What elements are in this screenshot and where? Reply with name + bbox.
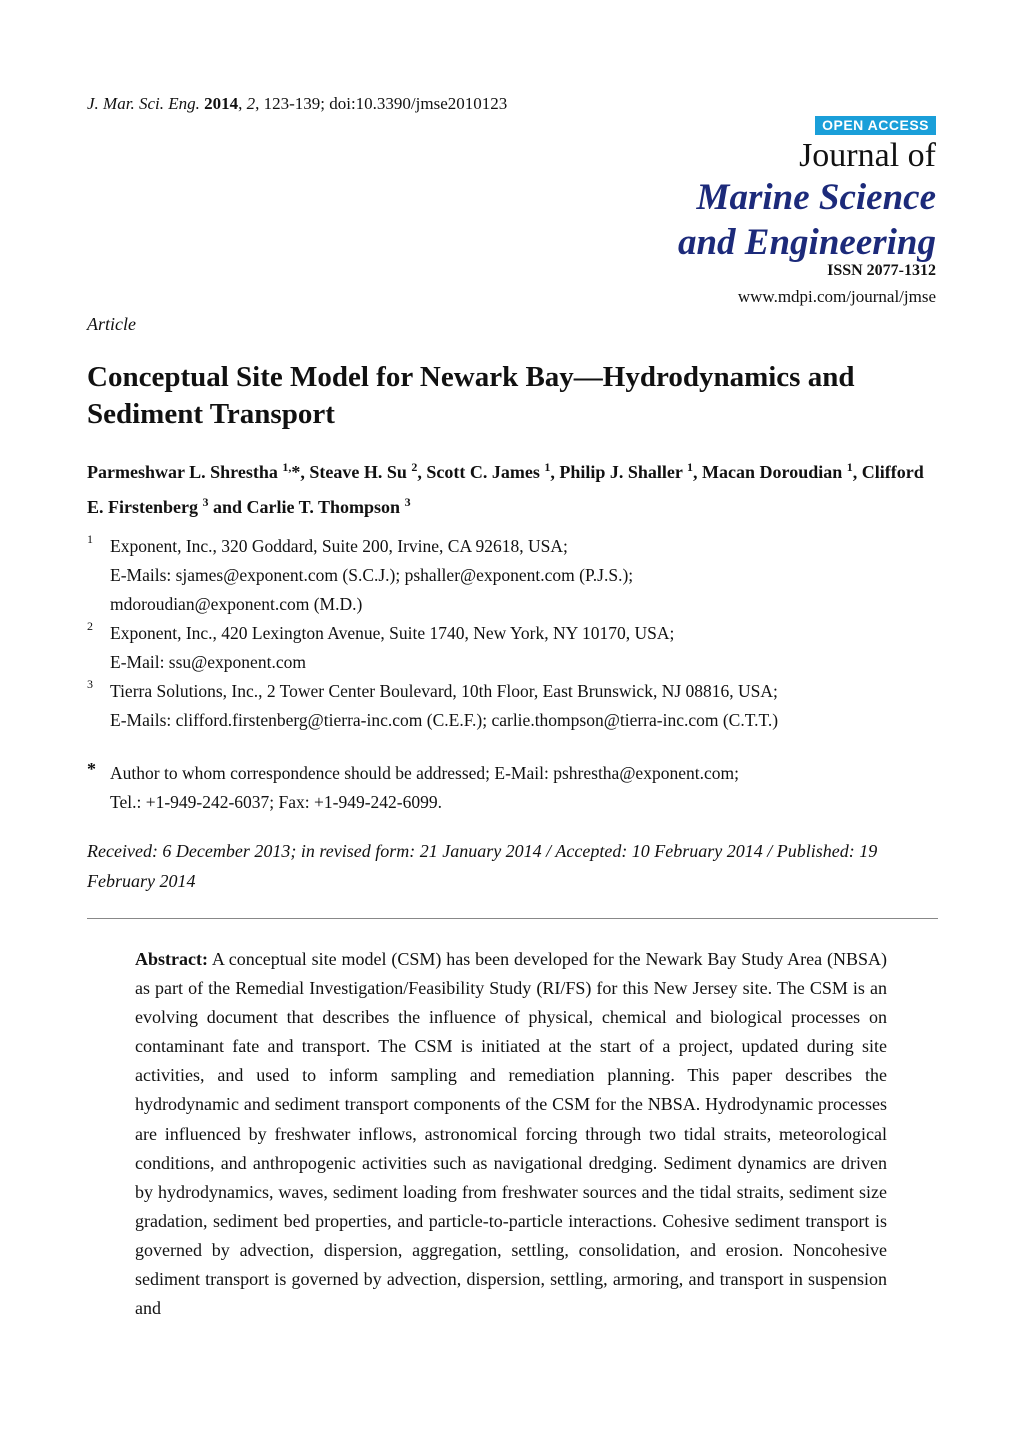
abstract-text: A conceptual site model (CSM) has been developed for the Newark Bay Study Area (NBSA) as part of the Remedial Investigation/Feasibility Study (RI/FS) for this New Jersey site. The CSM is an evolving document that describes the influence of physical, chemical and biological processes on contaminant fate and transport. The CSM is initiated at the start of a project, updated during site activities, and used to inform sampling and remediation planning. This paper describes the hydrodynamic and sediment transport components of the CSM for the NBSA. Hydrodynamic processes are influenced by freshwater inflows, astronomical forcing through two tidal straits, meteorological conditions, and anthropogenic activities such as navigational dredging. Sediment dynamics are driven by hydrodynamics, waves, sediment loading from freshwater sources and the tidal straits, sediment size gradation, sediment bed properties, and particle-to-particle interactions. Cohesive sediment transport is governed by advection, dispersion, aggregation, settling, consolidation, and erosion. Noncohesive sediment transport is governed by advection, dispersion, settling, armoring, and transport in suspension and: [135, 949, 887, 1319]
affiliation-line: Exponent, Inc., 420 Lexington Avenue, Suite 1740, New York, NY 10170, USA;: [110, 623, 675, 643]
citation-rest: , 123-139; doi:10.3390/jmse2010123: [255, 94, 508, 113]
affiliation-line: E-Mails: sjames@exponent.com (S.C.J.); pshaller@exponent.com (P.J.S.);: [110, 565, 634, 585]
journal-of-label: Journal of: [799, 137, 936, 174]
affiliation-2: [110, 619, 940, 677]
journal-name-line1: Marine Science: [696, 177, 936, 218]
correspondence-line: Author to whom correspondence should be addressed; E-Mail: pshrestha@exponent.com;: [110, 763, 739, 783]
author: Steave H. Su $^2$,: [309, 460, 427, 482]
citation-journal: J. Mar. Sci. Eng.: [87, 94, 200, 113]
affiliation-3: [110, 677, 940, 735]
affiliation-line: E-Mails: clifford.firstenberg@tierra-inc.com (C.E.F.); carlie.thompson@tierra-inc.com (C.T.T.): [110, 710, 779, 730]
author: Macan Doroudian $^1$,: [702, 460, 862, 482]
author: Scott C. James $^1$,: [426, 460, 560, 482]
open-access-badge: OPEN ACCESS: [815, 116, 936, 135]
author: Carlie T. Thompson $^3$: [246, 495, 411, 517]
issn: ISSN 2077-1312: [827, 262, 936, 279]
affiliation-marker: 1: [87, 532, 93, 546]
correspondence: [110, 759, 940, 817]
citation-year: 2014: [204, 94, 239, 113]
article-title: Conceptual Site Model for Newark Bay—Hydrodynamics and Sediment Transport: [87, 361, 855, 430]
abstract-label: Abstract:: [135, 949, 208, 969]
author: Philip J. Shaller $^1$,: [559, 460, 703, 482]
affiliation-1: [110, 532, 940, 619]
affiliation-line: mdoroudian@exponent.com (M.D.): [110, 594, 363, 614]
affiliation-line: E-Mail: ssu@exponent.com: [110, 652, 306, 672]
affiliation-line: Tierra Solutions, Inc., 2 Tower Center Boulevard, 10th Floor, East Brunswick, NJ 08816, USA;: [110, 681, 778, 701]
affiliation-marker: 2: [87, 619, 93, 633]
journal-name-line2: and Engineering: [677, 222, 936, 263]
affiliation-marker: 3: [87, 677, 93, 691]
author: Parmeshwar L. Shrestha $^{1,}$*,: [87, 460, 310, 482]
citation-volume: 2: [246, 94, 256, 113]
correspondence-marker: *: [87, 759, 96, 779]
author-list: [87, 452, 937, 522]
divider: [87, 918, 938, 919]
journal-url[interactable]: www.mdpi.com/journal/jmse: [737, 287, 936, 306]
author: Clifford E. Firstenberg $^3$ and: [87, 462, 924, 517]
publication-dates: Received: 6 December 2013; in revised form: 21 January 2014 / Accepted: 10 February 2014 / Published: 19 February 2014: [87, 841, 878, 891]
abstract: [135, 945, 887, 1323]
correspondence-line: Tel.: +1-949-242-6037; Fax: +1-949-242-6099.: [110, 792, 443, 812]
affiliation-line: Exponent, Inc., 320 Goddard, Suite 200, Irvine, CA 92618, USA;: [110, 536, 568, 556]
article-type: Article: [87, 314, 136, 334]
citation-line: J. Mar. Sci. Eng. 2014, 2, 123-139; doi:10.3390/jmse2010123: [87, 94, 508, 113]
